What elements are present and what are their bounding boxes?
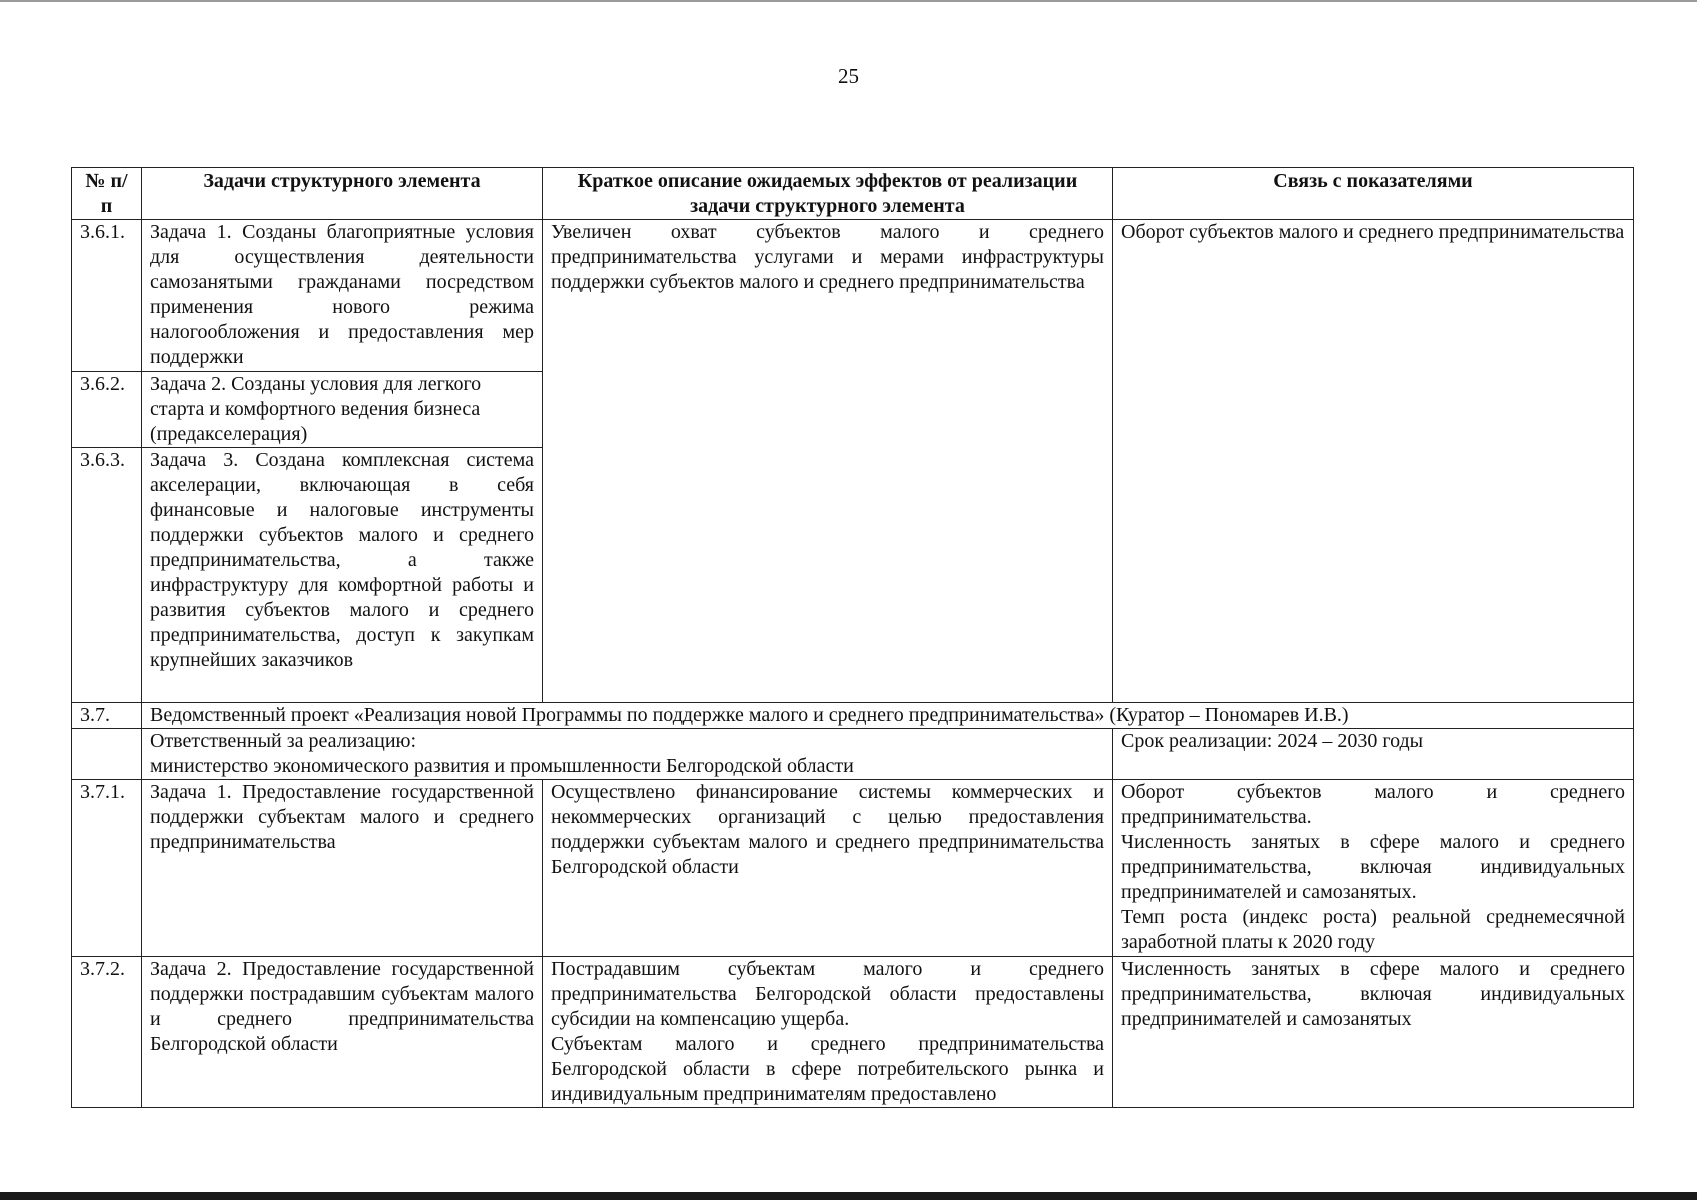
- effect-item: Субъектам малого и среднего предпринимательства Белгородской области в сфере потребительского рынка и индивидуальным предпринимателям предоставлено: [551, 1033, 1104, 1105]
- responsible-cell: [142, 729, 1113, 780]
- row-number: 3.7.2.: [72, 957, 142, 1108]
- indicator-item: Темп роста (индекс роста) реальной среднемесячной заработной платы к 2020 году: [1121, 906, 1625, 953]
- table-row: [72, 957, 1634, 1108]
- indicator-cell: Численность занятых в сфере малого и среднего предпринимательства, включая индивидуальных предпринимателей и самозанятых: [1113, 957, 1634, 1108]
- task-cell: Задача 2. Созданы условия для легкого старта и комфортного ведения бизнеса (предакселерация): [142, 372, 543, 448]
- effect-cell: Увеличен охват субъектов малого и среднего предпринимательства услугами и мерами инфраструктуры поддержки субъектов малого и среднего предпринимательства: [543, 220, 1113, 703]
- responsible-row: [72, 729, 1634, 780]
- table-row: [72, 780, 1634, 957]
- indicator-item: Оборот субъектов малого и среднего предпринимательства.: [1121, 781, 1625, 828]
- header-num: № п/п: [72, 168, 142, 220]
- project-row: [72, 703, 1634, 729]
- row-number: 3.6.1.: [72, 220, 142, 372]
- structural-elements-table: [71, 167, 1634, 1108]
- effect-item: Пострадавшим субъектам малого и среднего предпринимательства Белгородской области предоставлены субсидии на компенсацию ущерба.: [551, 958, 1104, 1030]
- row-number: 3.6.3.: [72, 448, 142, 703]
- effect-cell: [543, 957, 1113, 1108]
- indicator-item: Численность занятых в сфере малого и среднего предпринимательства, включая индивидуальных предпринимателей и самозанятых.: [1121, 831, 1625, 903]
- header-indicators: Связь с показателями: [1113, 168, 1634, 220]
- effect-cell: Осуществлено финансирование системы коммерческих и некоммерческих организаций с целью предоставления поддержки субъектам малого и среднего предпринимательства Белгородской области: [543, 780, 1113, 957]
- project-title: Ведомственный проект «Реализация новой Программы по поддержке малого и среднего предпринимательства» (Куратор – Пономарев И.В.): [142, 703, 1634, 729]
- row-number: 3.7.1.: [72, 780, 142, 957]
- header-tasks: Задачи структурного элемента: [142, 168, 543, 220]
- header-effects: Краткое описание ожидаемых эффектов от реализации задачи структурного элемента: [543, 168, 1113, 220]
- table-header-row: [72, 168, 1634, 220]
- scan-top-edge: [0, 0, 1697, 2]
- page-number: 25: [838, 64, 859, 88]
- task-cell: Задача 3. Создана комплексная система акселерации, включающая в себя финансовые и налоговые инструменты поддержки субъектов малого и среднего предпринимательства, а также инфраструктуру для комфортной работы и развития субъектов малого и среднего предпринимательства, доступ к закупкам крупнейших заказчиков: [142, 448, 543, 703]
- scan-bottom-edge: [0, 1192, 1697, 1200]
- indicator-cell: [1113, 780, 1634, 957]
- task-cell: Задача 2. Предоставление государственной поддержки пострадавшим субъектам малого и среднего предпринимательства Белгородской области: [142, 957, 543, 1108]
- term-cell: Срок реализации: 2024 – 2030 годы: [1113, 729, 1634, 780]
- row-number: 3.6.2.: [72, 372, 142, 448]
- table-row: [72, 220, 1634, 372]
- row-number: 3.7.: [72, 703, 142, 729]
- row-number-empty: [72, 729, 142, 780]
- indicator-cell: Оборот субъектов малого и среднего предпринимательства: [1113, 220, 1634, 703]
- responsible-value: министерство экономического развития и промышленности Белгородской области: [150, 755, 854, 777]
- responsible-label: Ответственный за реализацию:: [150, 730, 417, 752]
- task-cell: Задача 1. Созданы благоприятные условия для осуществления деятельности самозанятыми гражданами посредством применения нового режима налогообложения и предоставления мер поддержки: [142, 220, 543, 372]
- task-cell: Задача 1. Предоставление государственной поддержки субъектам малого и среднего предпринимательства: [142, 780, 543, 957]
